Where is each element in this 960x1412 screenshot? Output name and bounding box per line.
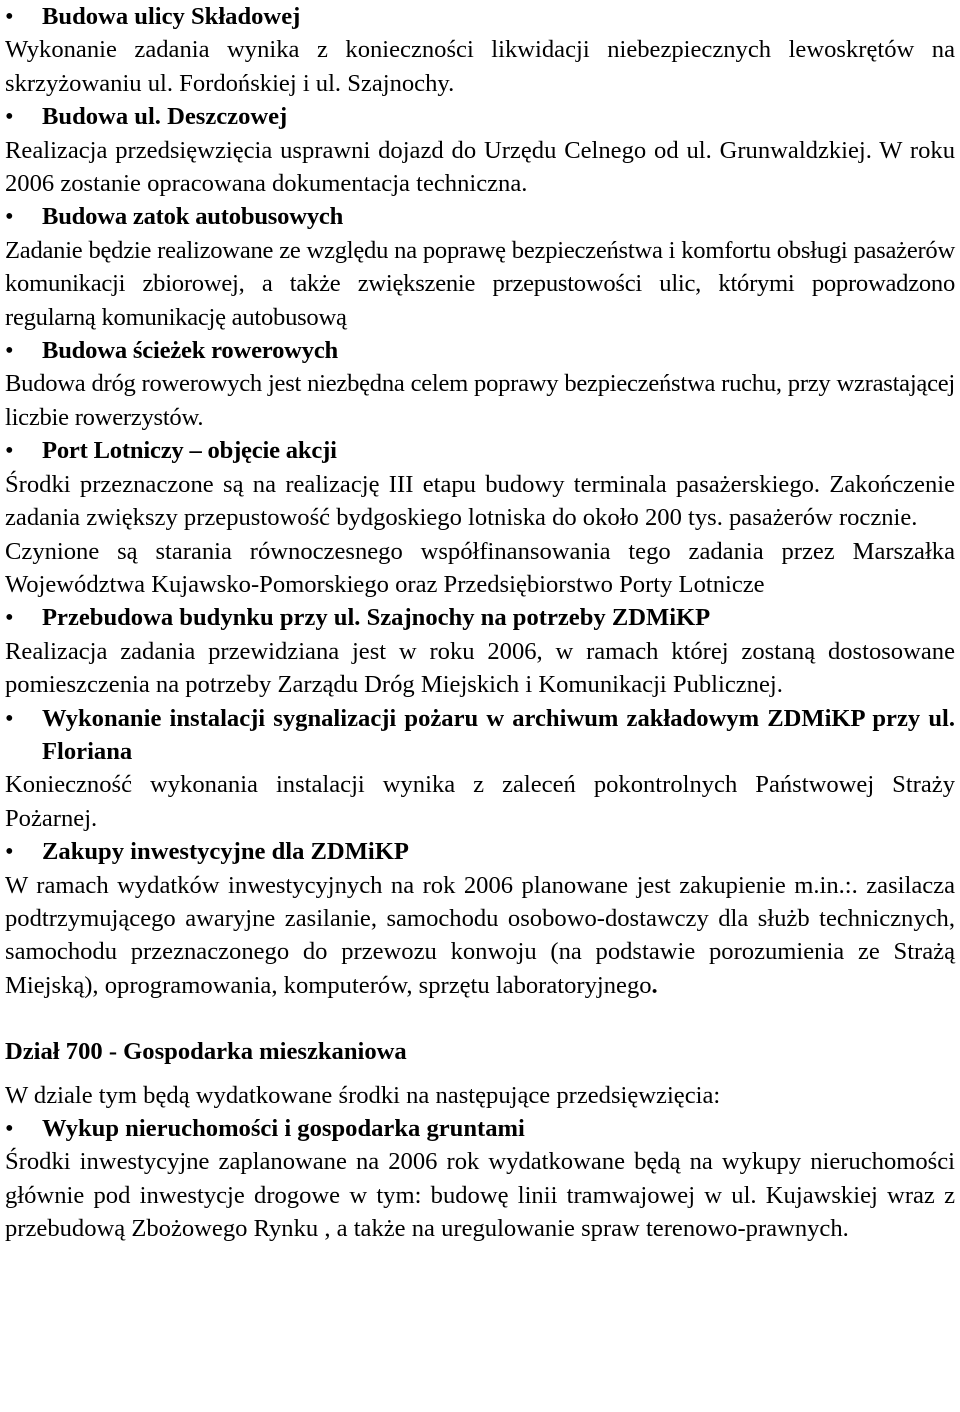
bullet-icon: • bbox=[5, 437, 14, 465]
item-title-text: Budowa ścieżek rowerowych bbox=[42, 337, 339, 365]
item-title-text: Przebudowa budynku przy ul. Szajnochy na potrzeby ZDMiKP bbox=[42, 604, 711, 632]
item-title bbox=[5, 334, 955, 367]
item-title-text: Zakupy inwestycyjne dla ZDMiKP bbox=[42, 838, 409, 866]
item-description: Zadanie będzie realizowane ze względu na poprawę bezpieczeństwa i komfortu obsługi pasażerów komunikacji zbiorowej, a także zwiększenie przepustowości ulic, którymi poprowadzono regularną komunikację autobusową bbox=[5, 236, 955, 331]
item-title-text: Budowa ul. Deszczowej bbox=[42, 103, 288, 131]
bullet-icon: • bbox=[5, 1115, 14, 1142]
bullet-icon: • bbox=[5, 838, 14, 866]
item-description: Budowa dróg rowerowych jest niezbędna celem poprawy bezpieczeństwa ruchu, przy wzrastającej liczbie rowerzystów. bbox=[5, 370, 955, 431]
item-wykup-nieruchomosci bbox=[5, 1112, 955, 1246]
item-description: Realizacja przedsięwzięcia usprawni dojazd do Urzędu Celnego od ul. Grunwaldzkiej. W roku 2006 zostanie opracowana dokumentacja techniczna. bbox=[5, 136, 955, 198]
bullet-icon: • bbox=[5, 3, 14, 30]
item-description-continued: Czynione są starania równoczesnego współfinansowania tego zadania przez Marszałka Województwa Kujawsko-Pomorskiego oraz Przedsiębiorstwo Porty Lotnicze bbox=[5, 537, 955, 598]
item-title bbox=[5, 434, 955, 467]
item-title-text: Budowa ulicy Składowej bbox=[42, 3, 301, 30]
item-description: Środki przeznaczone są na realizację III etapu budowy terminala pasażerskiego. Zakończenie zadania zwiększy przepustowość bydgoskiego lotniska do około 200 tys. pasażerów rocznie. bbox=[5, 470, 955, 532]
item-description: Realizacja zadania przewidziana jest w roku 2006, w ramach której zostaną dostosowane pomieszczenia na potrzeby Zarządu Dróg Miejskich i Komunikacji Publicznej. bbox=[5, 637, 955, 699]
document-page bbox=[5, 0, 955, 1246]
section-intro: W dziale tym będą wydatkowane środki na następujące przedsięwzięcia: bbox=[5, 1081, 721, 1109]
section-heading: Dział 700 - Gospodarka mieszkaniowa bbox=[5, 1038, 407, 1066]
item-zakupy-inwestycyjne bbox=[5, 835, 955, 1002]
bullet-icon: • bbox=[5, 704, 14, 732]
bullet-icon: • bbox=[5, 337, 14, 365]
item-title bbox=[5, 200, 955, 233]
item-title bbox=[5, 0, 955, 33]
item-description-end: . bbox=[651, 971, 658, 999]
bullet-icon: • bbox=[5, 604, 14, 632]
item-budowa-sciezek-rowerowych bbox=[5, 334, 955, 434]
item-title bbox=[5, 835, 955, 868]
item-title-text: Wykonanie instalacji sygnalizacji pożaru w archiwum zakładowym ZDMiKP przy ul. Floriana bbox=[42, 704, 955, 765]
item-przebudowa-budynku bbox=[5, 601, 955, 701]
item-title-text: Budowa zatok autobusowych bbox=[42, 203, 344, 231]
item-instalacja-sygnalizacji-pozaru bbox=[5, 702, 955, 836]
item-title-text: Port Lotniczy – objęcie akcji bbox=[42, 437, 337, 465]
item-title-text: Wykup nieruchomości i gospodarka gruntami bbox=[42, 1115, 525, 1142]
item-port-lotniczy bbox=[5, 434, 955, 601]
bullet-icon: • bbox=[5, 103, 14, 131]
item-budowa-ul-deszczowej bbox=[5, 100, 955, 200]
item-title bbox=[5, 100, 955, 133]
item-title bbox=[5, 1112, 955, 1145]
item-budowa-zatok-autobusowych bbox=[5, 200, 955, 334]
item-description-text: W ramach wydatków inwestycyjnych na rok 2006 planowane jest zakupienie m.in.:. zasilacza podtrzymującego awaryjne zasilanie, samochodu osobowo-dostawczy dla służb technicznych, samochodu przeznaczonego do przewozu konwoju (na podstawie porozumienia ze Strażą Miejską), oprogramowania, komputerów, sprzętu laboratoryjnego bbox=[5, 871, 955, 999]
item-title bbox=[5, 601, 955, 634]
bullet-icon: • bbox=[5, 203, 14, 231]
item-description: Wykonanie zadania wynika z konieczności likwidacji niebezpiecznych lewoskrętów na skrzyżowaniu ul. Fordońskiej i ul. Szajnochy. bbox=[5, 36, 955, 97]
item-budowa-ulicy-skladowej bbox=[5, 0, 955, 100]
item-title bbox=[5, 702, 955, 769]
item-description: Konieczność wykonania instalacji wynika z zaleceń pokontrolnych Państwowej Straży Pożarnej. bbox=[5, 771, 955, 832]
item-description bbox=[5, 869, 955, 1003]
item-description: Środki inwestycyjne zaplanowane na 2006 rok wydatkowane będą na wykupy nieruchomości głównie pod inwestycje drogowe w tym: budowę linii tramwajowej w ul. Kujawskiej wraz z przebudową Zbożowego Rynku , a także na uregulowanie spraw terenowo-prawnych. bbox=[5, 1148, 955, 1243]
